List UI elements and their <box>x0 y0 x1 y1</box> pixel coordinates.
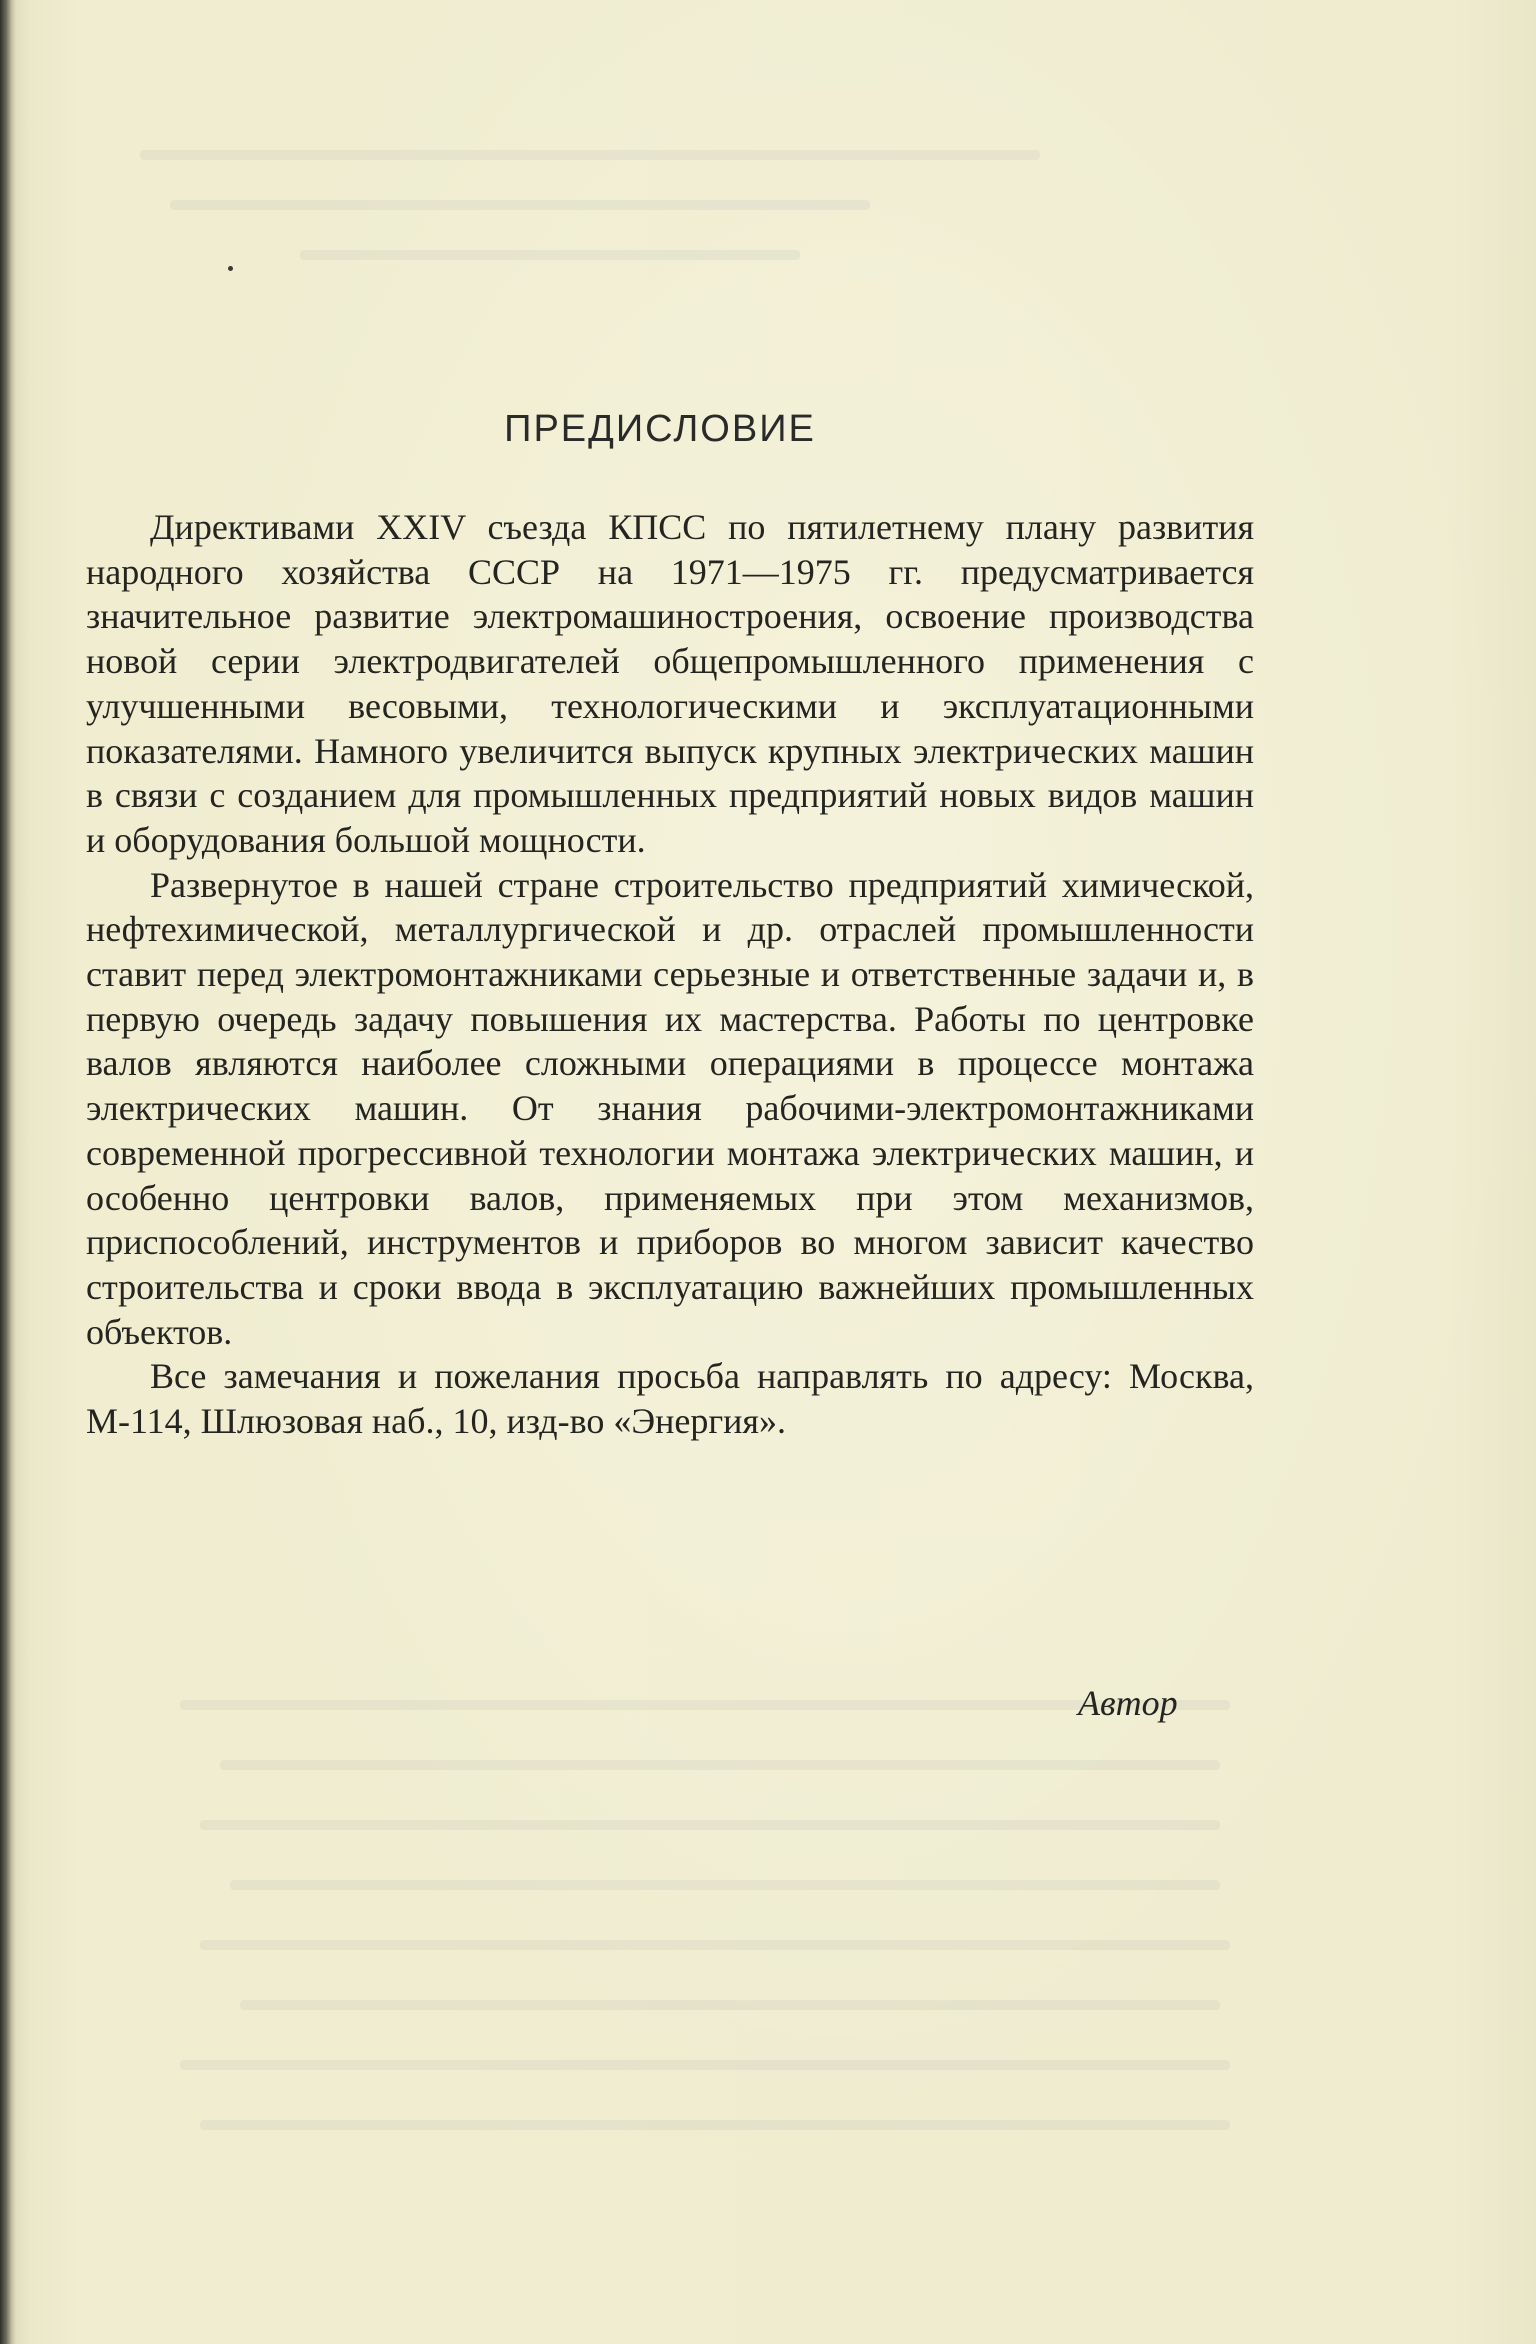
bleed-through-line <box>140 150 1040 160</box>
bleed-through-line <box>170 200 870 210</box>
bleed-through-line <box>220 1760 1220 1770</box>
bleed-through-line <box>180 1700 1230 1710</box>
bleed-through-line <box>200 2120 1230 2130</box>
page-title: ПРЕДИСЛОВИЕ <box>504 408 816 450</box>
preface-text <box>86 505 1254 1444</box>
paragraph-2: Развернутое в нашей стране строительство предприятий химической, нефтехимической, металлургической и др. отраслей промышленности ставит перед электромонтажниками серьезные и ответственные задачи и, в первую очередь задачу повышения их мастерства. Работы по центровке валов являются наиболее сложными операциями в процессе монтажа электрических машин. От знания рабочими-электромонтажниками современной прогрессивной технологии монтажа электрических машин, и особенно центровки валов, применяемых при этом механизмов, приспособлений, инструментов и приборов во многом зависит качество строительства и сроки ввода в эксплуатацию важнейших промышленных объектов. <box>86 864 1254 1352</box>
paragraph-3: Все замечания и пожелания просьба направлять по адресу: Москва, М-114, Шлюзовая наб., 10, изд-во «Энергия». <box>86 1356 1254 1442</box>
bleed-through-line <box>200 1940 1230 1950</box>
bleed-through-line <box>240 2000 1220 2010</box>
bleed-through-line <box>180 2060 1230 2070</box>
page-spine-shadow <box>0 0 16 2344</box>
paragraph-1: Директивами XXIV съезда КПСС по пятилетнему плану развития народного хозяйства СССР на 1971—1975 гг. предусматривается значительное развитие электромашиностроения, освоение производства новой серии электродвигателей общепромышленного применения с улучшенными весовыми, технологическими и эксплуатационными показателями. Намного увеличится выпуск крупных электрических машин в связи с созданием для промышленных предприятий новых видов машин и оборудования большой мощности. <box>86 507 1254 860</box>
author-signature: Автор <box>1078 1683 1178 1723</box>
bleed-through-line <box>300 250 800 260</box>
bleed-through-line <box>200 1820 1220 1830</box>
ink-speck <box>228 266 233 271</box>
bleed-through-line <box>230 1880 1220 1890</box>
